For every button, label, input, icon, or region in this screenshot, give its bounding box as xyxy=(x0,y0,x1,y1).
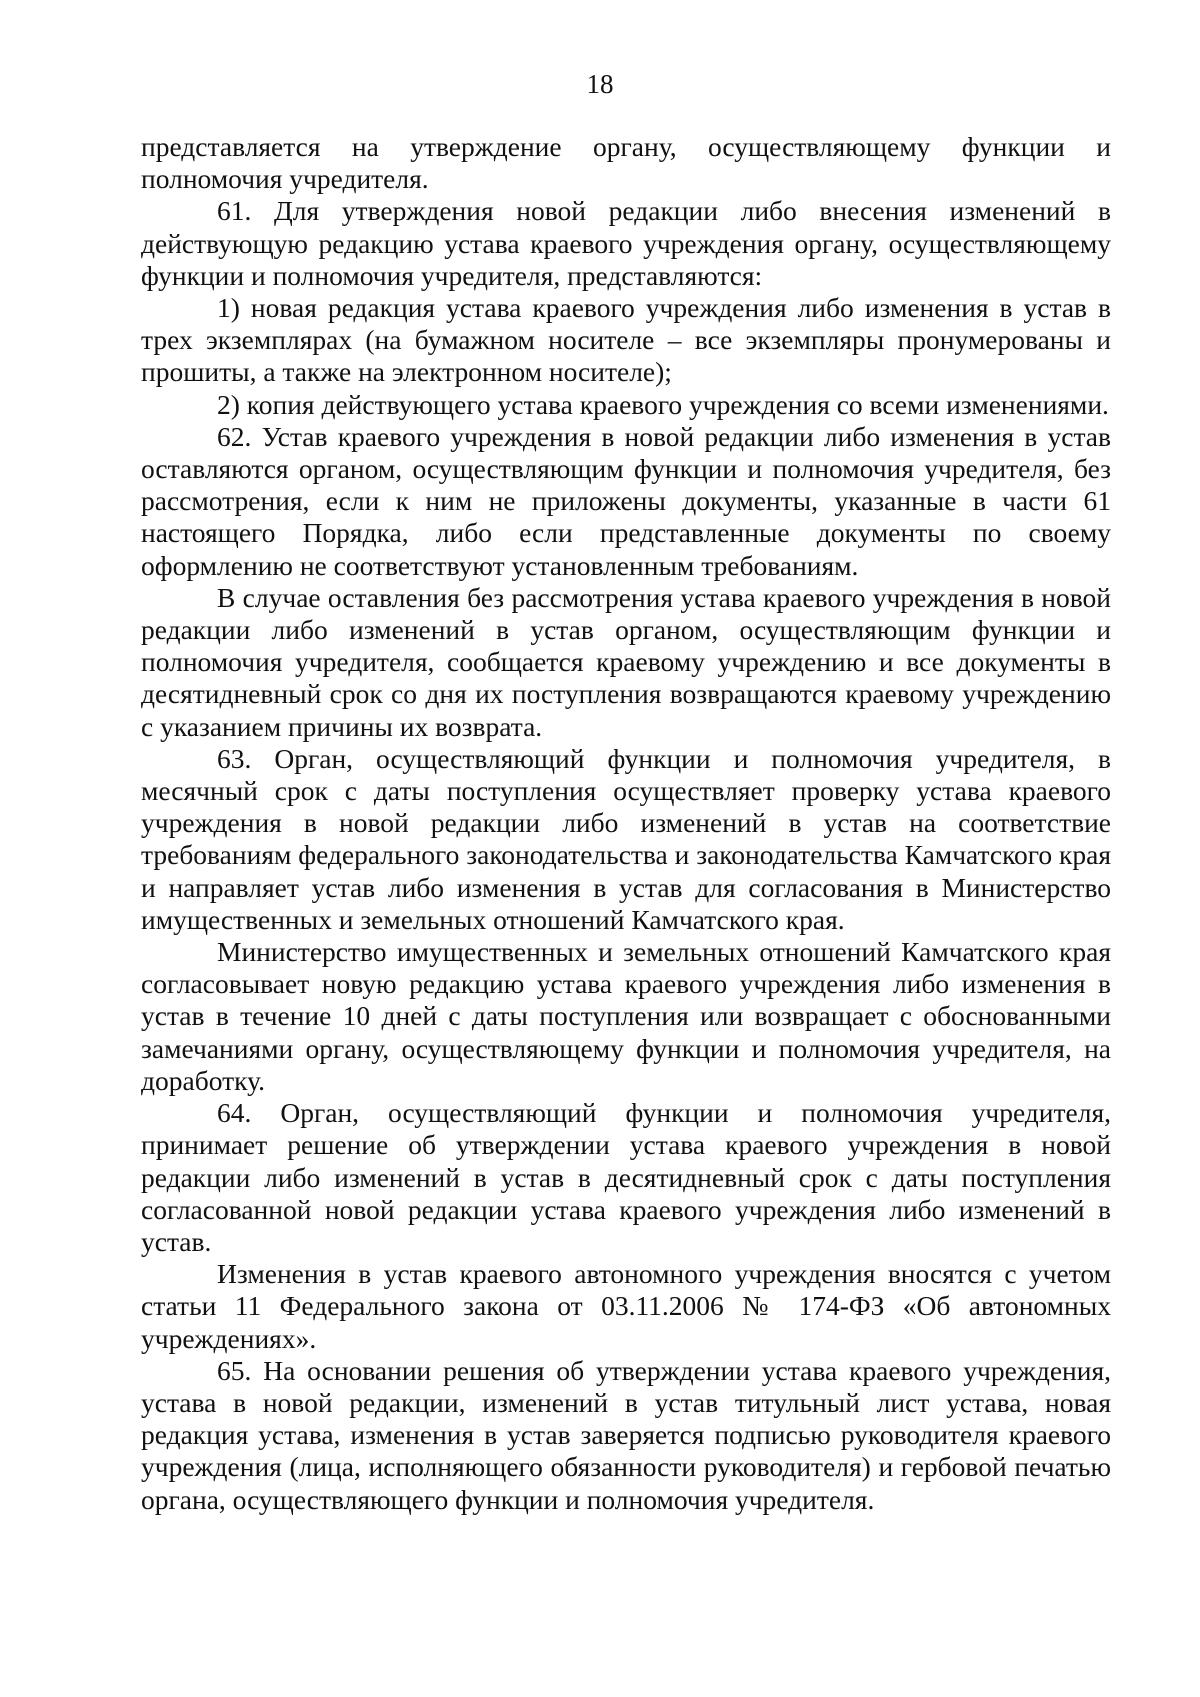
paragraph-64-part-2: Изменения в устав краевого автономного учреждения вносятся с учетом статьи 11 Федерального закона от 03.11.2006 № 174-ФЗ «Об автономных учреждениях». xyxy=(141,1258,1111,1354)
paragraph-63-part-2: Министерство имущественных и земельных отношений Камчатского края согласовывает новую редакцию устава краевого учреждения либо изменения в устав в течение 10 дней с даты поступления или возвращает с обоснованными замечаниями органу, осуществляющему функции и полномочия учредителя, на доработку. xyxy=(141,936,1111,1096)
paragraph-62: 62. Устав краевого учреждения в новой редакции либо изменения в устав оставляются органом, осуществляющим функции и полномочия учредителя, без рассмотрения, если к ним не приложены документы, указанные в части 61 настоящего Порядка, либо если представленные документы по своему оформлению не соответствуют установленным требованиям. xyxy=(141,420,1111,581)
paragraph-63: 63. Орган, осуществляющий функции и полномочия учредителя, в месячный срок с даты поступления осуществляет проверку устава краевого учреждения в новой редакции либо изменений в устав на соответствие требованиям федерального законодательства и законодательства Камчатского края и направляет устав либо изменения в устав для согласования в Министерство имущественных и земельных отношений Камчатского края. xyxy=(141,742,1111,935)
paragraph-61-item-2: 2) копия действующего устава краевого учреждения со всеми изменениями. xyxy=(217,388,1109,420)
paragraph-62-part-2: В случае оставления без рассмотрения устава краевого учреждения в новой редакции либо изменений в устав органом, осуществляющим функции и полномочия учредителя, сообщается краевому учреждению и все документы в десятидневный срок со дня их поступления возвращаются краевому учреждению с указанием причины их возврата. xyxy=(141,581,1111,742)
paragraph-61-item-1: 1) новая редакция устава краевого учреждения либо изменения в устав в трех экземплярах (на бумажном носителе – все экземпляры пронумерованы и прошиты, а также на электронном носителе); xyxy=(141,292,1111,388)
paragraph-61: 61. Для утверждения новой редакции либо внесения изменений в действующую редакцию устава краевого учреждения органу, осуществляющему функции и полномочия учредителя, представляются: xyxy=(141,195,1111,291)
paragraph-65: 65. На основании решения об утверждении устава краевого учреждения, устава в новой редакции, изменений в устав титульный лист устава, новая редакция устава, изменения в устав заверяется подписью руководителя краевого учреждения (лица, исполняющего обязанности руководителя) и гербовой печатью органа, осуществляющего функции и полномочия учредителя. xyxy=(141,1354,1111,1515)
paragraph-continuation: представляется на утверждение органу, осуществляющему функции и полномочия учредителя. xyxy=(141,131,1111,195)
paragraph-64: 64. Орган, осуществляющий функции и полномочия учредителя, принимает решение об утверждении устава краевого учреждения в новой редакции либо изменений в устав в десятидневный срок с даты поступления согласованной новой редакции устава краевого учреждения либо изменений в устав. xyxy=(141,1097,1111,1257)
page-number: 18 xyxy=(586,69,614,99)
document-body xyxy=(141,131,1111,1516)
